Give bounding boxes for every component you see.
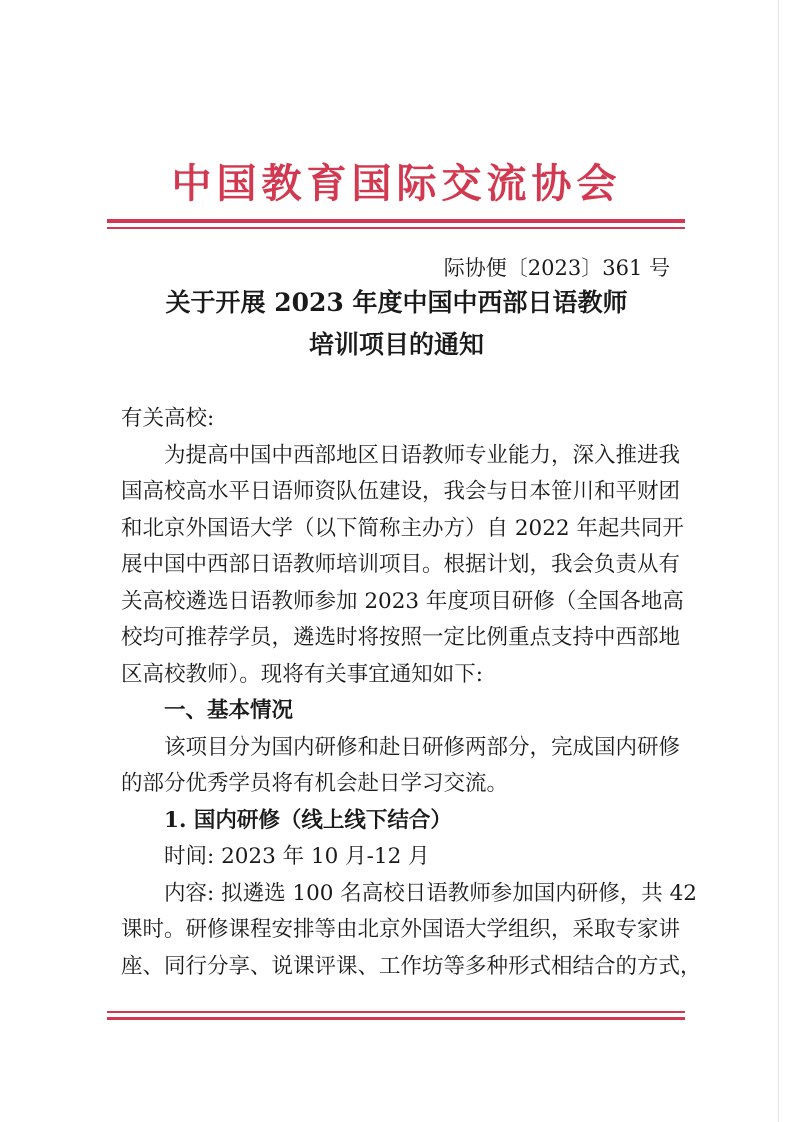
paragraph-line: 内容: 拟遴选 100 名高校日语教师参加国内研修，共 42 bbox=[164, 880, 697, 906]
letterhead-title: 中国教育国际交流协会 bbox=[171, 160, 622, 207]
paragraph-line: 和北京外国语大学（以下简称主办方）自 2022 年起共同开 bbox=[121, 515, 684, 541]
footer-rule-thick bbox=[107, 1017, 685, 1020]
salutation: 有关高校: bbox=[121, 406, 215, 431]
paragraph-line: 为提高中国中西部地区日语教师专业能力，深入推进我 bbox=[164, 442, 681, 468]
paragraph-line: 国高校高水平日语师资队伍建设，我会与日本笹川和平财团 bbox=[121, 479, 681, 504]
notice-body bbox=[121, 401, 702, 985]
paragraph-line: 该项目分为国内研修和赴日研修两部分，完成国内研修 bbox=[164, 734, 681, 760]
section-heading: 一、基本情况 bbox=[164, 698, 294, 723]
letterhead-rule-thin bbox=[107, 227, 685, 229]
paragraph-line: 区高校教师）。现将有关事宜通知如下: bbox=[121, 661, 483, 687]
notice-title-line-2: 培训项目的通知 bbox=[308, 330, 484, 359]
paragraph-line: 展中国中西部日语教师培训项目。根据计划，我会负责从有 bbox=[121, 552, 681, 577]
paragraph-line: 课时。研修课程安排等由北京外国语大学组织，采取专家讲 bbox=[121, 917, 681, 942]
scan-edge-line bbox=[778, 0, 779, 1122]
time-line: 时间: 2023 年 10 月-12 月 bbox=[164, 844, 430, 869]
document-number: 际协便〔2023〕361 号 bbox=[443, 256, 670, 280]
notice-title-line-1: 关于开展 2023 年度中国中西部日语教师 bbox=[165, 288, 628, 317]
footer-rule-thin bbox=[107, 1011, 685, 1013]
paragraph-line: 座、同行分享、说课评课、工作坊等多种形式相结合的方式， bbox=[121, 953, 702, 979]
subsection-heading: 1. 国内研修（线上线下结合） bbox=[164, 807, 452, 833]
paragraph-line: 校均可推荐学员，遴选时将按照一定比例重点支持中西部地 bbox=[121, 625, 681, 650]
paragraph-line: 的部分优秀学员将有机会赴日学习交流。 bbox=[121, 771, 509, 796]
paragraph-line: 关高校遴选日语教师参加 2023 年度项目研修（全国各地高 bbox=[121, 588, 684, 614]
letterhead-rule-thick bbox=[107, 219, 685, 223]
